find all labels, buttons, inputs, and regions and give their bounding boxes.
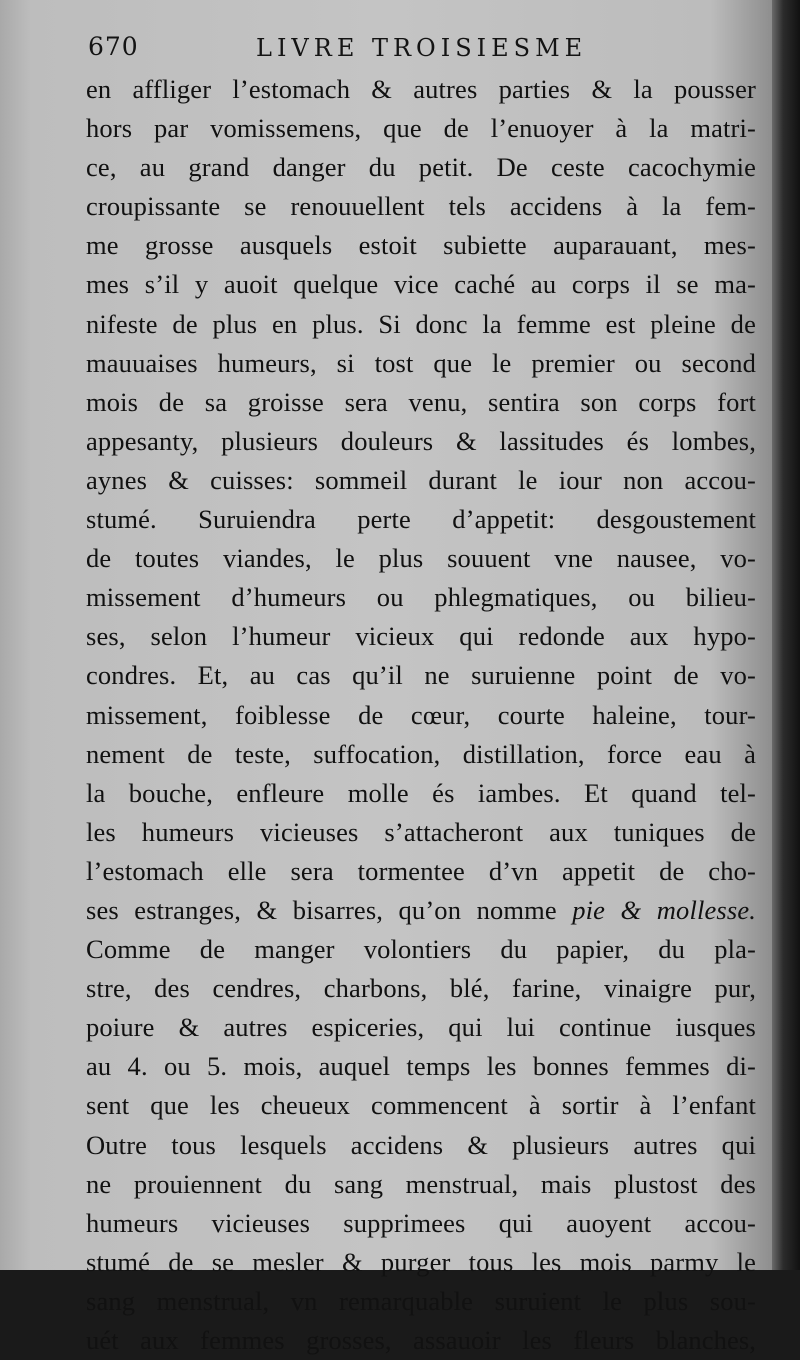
text-line: poiure & autres espiceries, qui lui continue iusques [86,1012,756,1043]
text-line: hors par vomissemens, que de l’enuoyer à la matri- [86,113,756,144]
text-line: ce, au grand danger du petit. De ceste cacochymie [86,152,756,183]
text-line: l’estomach elle sera tormentee d’vn appetit de cho- [86,855,756,886]
text-line: stumé de se mesler & purger tous les mois parmy le [86,1246,756,1277]
text-line: sent que les cheueux commencent à sortir à l’enfant [86,1090,756,1121]
page-header [88,32,768,66]
text-line: sang menstrual, vn remarquable suruient le plus sou- [86,1285,756,1316]
text-line: croupissante se renouuellent tels accidens à la fem- [86,191,756,222]
text-line: aynes & cuisses: sommeil durant le iour non accou- [86,464,756,495]
text-line: au 4. ou 5. mois, auquel temps les bonnes femmes di- [86,1051,756,1082]
text-line [86,891,756,930]
text-line: mois de sa groisse sera venu, sentira son corps fort [86,386,756,417]
text-line: nifeste de plus en plus. Si donc la femme est pleine de [86,308,756,339]
text-line: uét aux femmes grosses, assauoir les fleurs blanches, [86,1325,756,1355]
text-line: condres. Et, au cas qu’il ne suruienne point de vo- [86,660,756,691]
text-line: de toutes viandes, le plus souuent vne nausee, vo- [86,543,756,574]
text-line: me grosse ausquels estoit subiette auparauant, mes- [86,230,756,261]
text-line: mes s’il y auoit quelque vice caché au corps il se ma- [86,269,756,300]
text-line: stumé. Suruiendra perte d’appetit: desgoustement [86,504,756,535]
text-line: Outre tous lesquels accidens & plusieurs autres qui [86,1129,756,1160]
text-line: ne prouiennent du sang menstrual, mais plustost des [86,1168,756,1199]
text-line: la bouche, enfleure molle és iambes. Et quand tel- [86,777,756,808]
text-line: stre, des cendres, charbons, blé, farine, vinaigre pur, [86,973,756,1004]
page-edge-shadow [772,0,800,1270]
text-line: mauuaises humeurs, si tost que le premier ou second [86,347,756,378]
text-line: appesanty, plusieurs douleurs & lassitudes és lombes, [86,425,756,456]
text-line: ses, selon l’humeur vicieux qui redonde aux hypo- [86,621,756,652]
text-line-roman: ses estranges, & bisarres, qu’on nomme [86,894,573,925]
text-line: les humeurs vicieuses s’attacheront aux tuniques de [86,816,756,847]
body-text [86,70,756,1360]
text-line: humeurs vicieuses supprimees qui auoyent accou- [86,1207,756,1238]
text-line: missement d’humeurs ou phlegmatiques, ou bilieu- [86,582,756,613]
text-line: en affliger l’estomach & autres parties & la pousser [86,74,756,104]
text-line: Comme de manger volontiers du papier, du pla- [86,934,756,965]
text-line: nement de teste, suffocation, distillation, force eau à [86,738,756,769]
italic-phrase: pie & mollesse. [572,894,757,925]
page-number: 670 [88,32,139,61]
running-head: LIVRE TROISIESME [256,34,588,62]
text-line: missement, foiblesse de cœur, courte haleine, tour- [86,699,756,730]
